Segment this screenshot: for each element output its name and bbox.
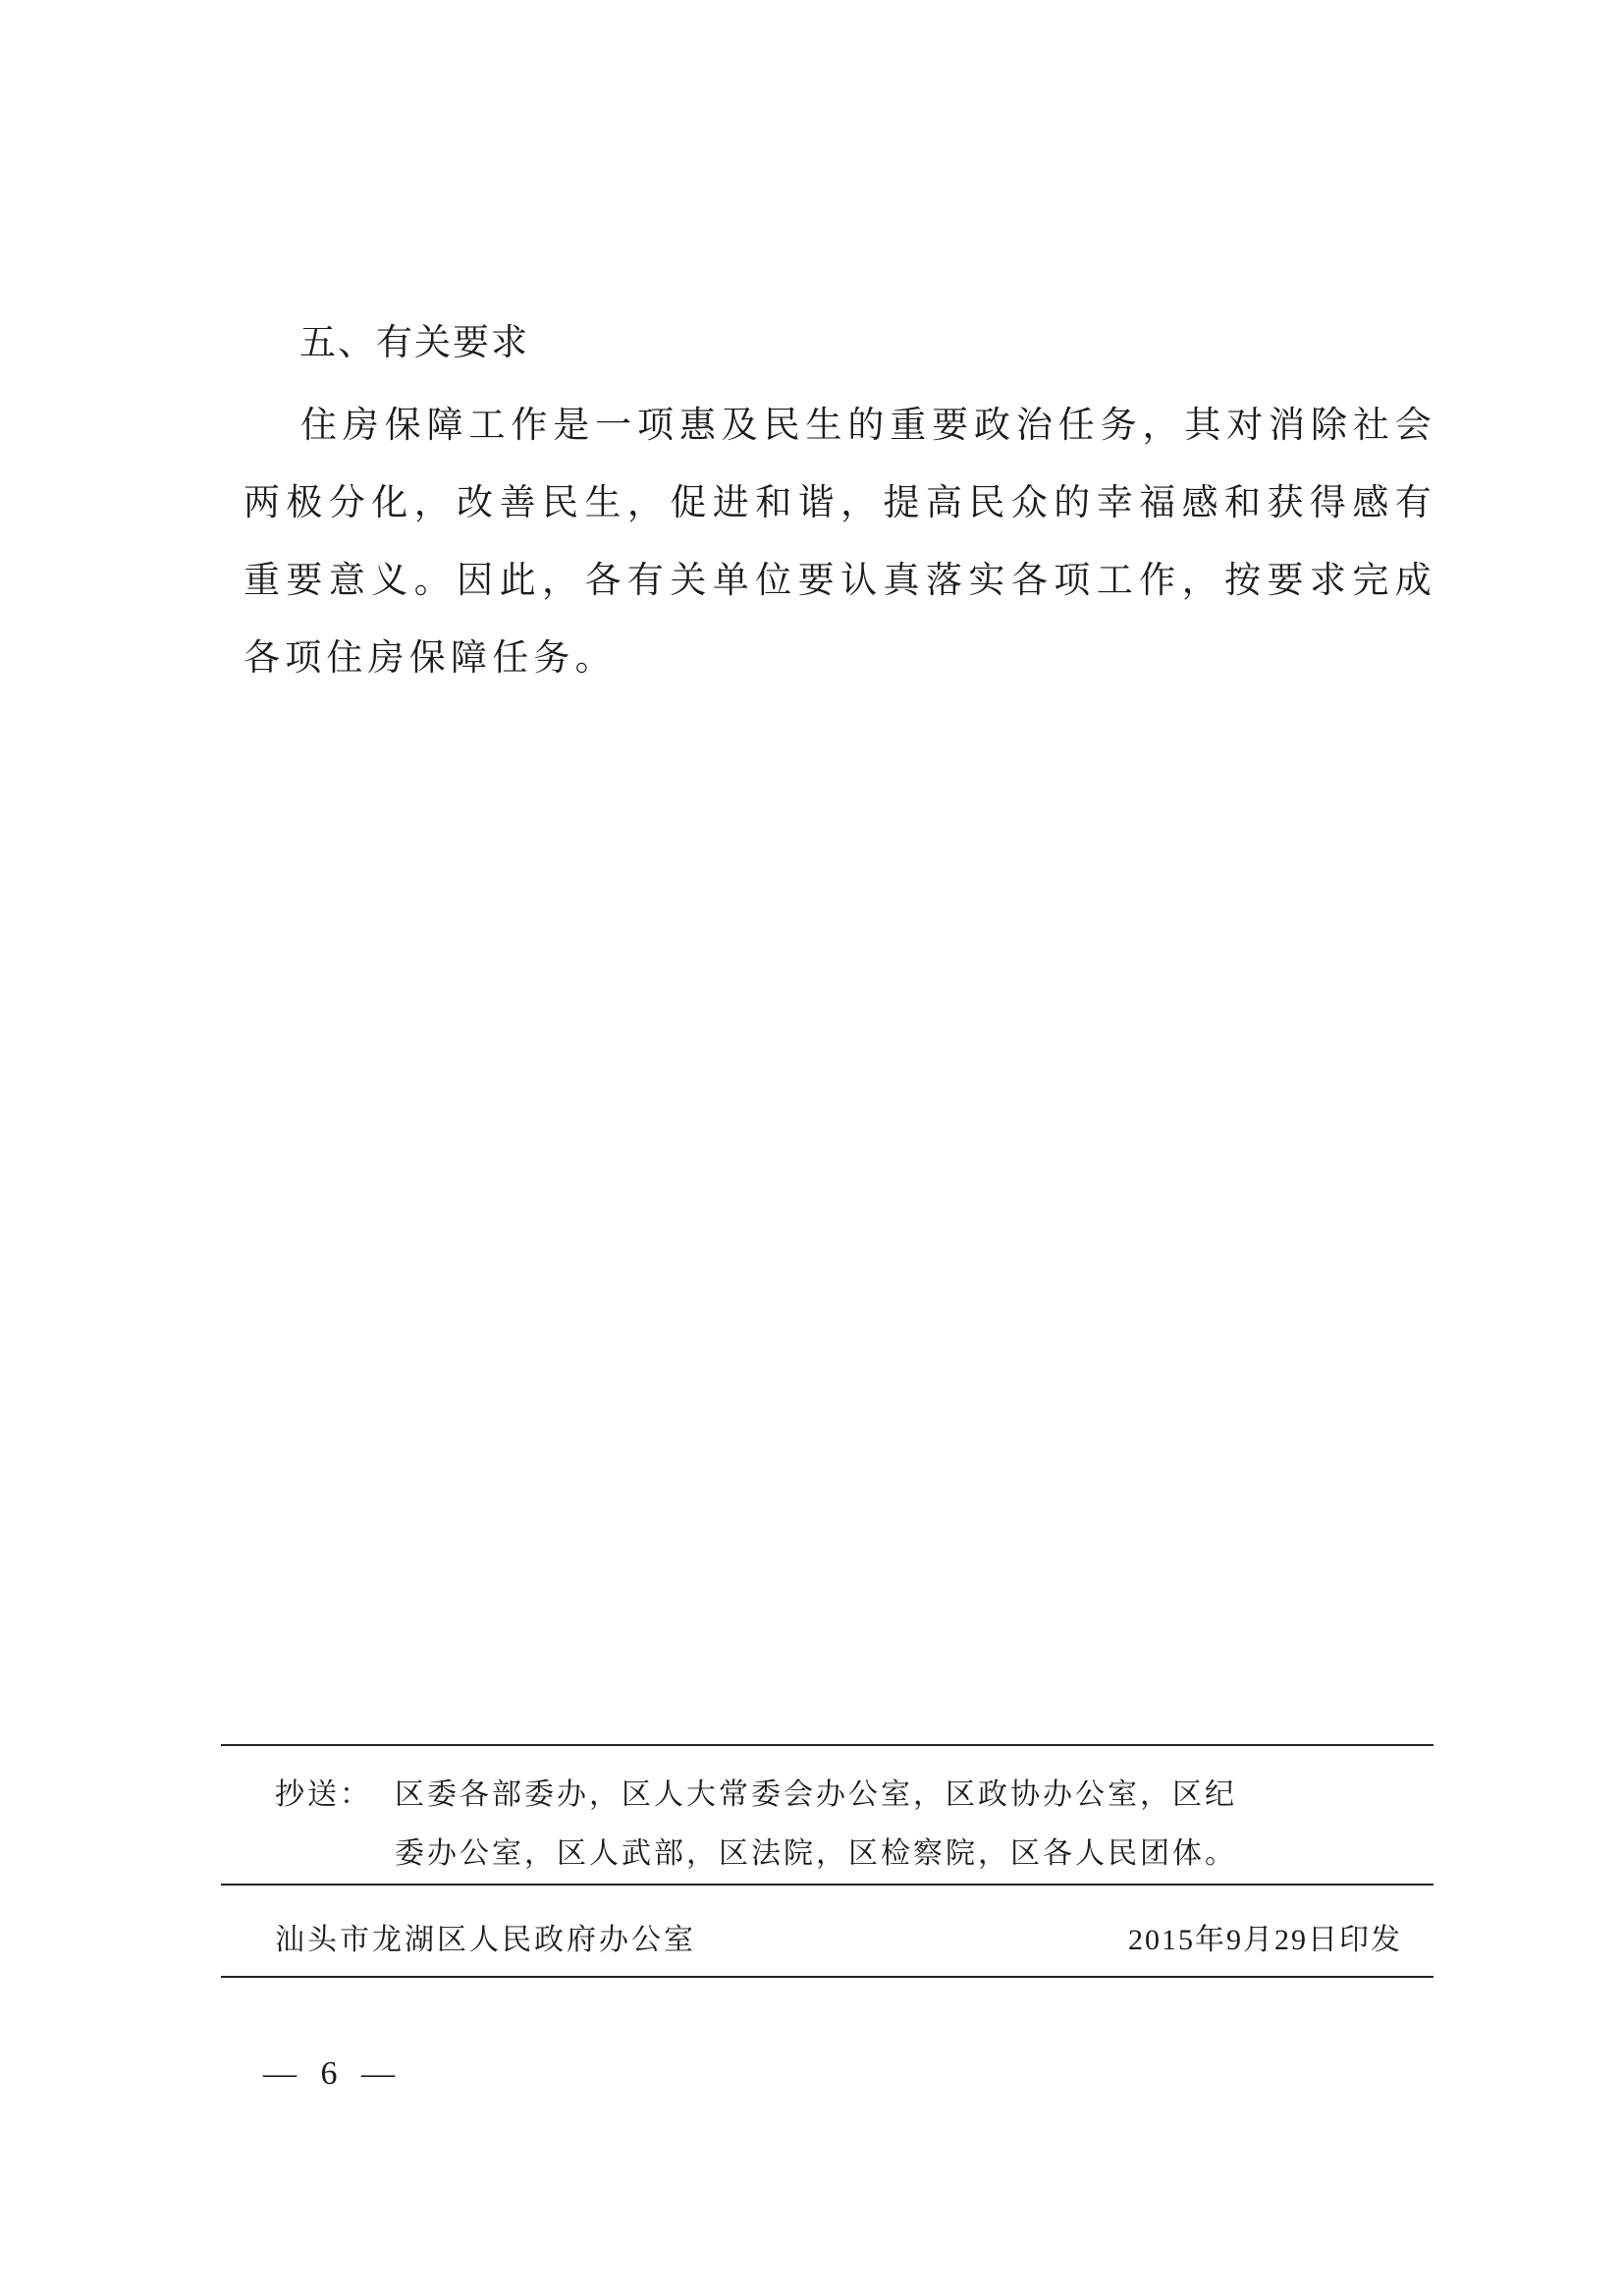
- issuer: 汕头市龙湖区人民政府办公室: [275, 1923, 696, 1957]
- divider-middle: [221, 1884, 1434, 1886]
- section-paragraph: 住房保障工作是一项惠及民生的重要政治任务，其对消除社会两极分化，改善民生，促进和谐，提高民众的幸福感和获得感有重要意义。因此，各有关单位要认真落实各项工作，按要求完成各项住房保障任务。: [243, 404, 1436, 679]
- cc-block: [275, 1766, 1414, 1884]
- page-number: — 6 —: [263, 2055, 403, 2092]
- cc-label: 抄送：: [275, 1777, 372, 1812]
- cc-recipients-2: 委办公室，区人武部，区法院，区检察院，区各人民团体。: [395, 1836, 1237, 1871]
- divider-bottom: [221, 1976, 1434, 1978]
- cc-line-1: [275, 1766, 1414, 1825]
- divider-top: [221, 1744, 1434, 1746]
- cc-recipients-1: 区委各部委办，区人大常委会办公室，区政协办公室，区纪: [395, 1777, 1237, 1812]
- issue-date: 2015年9月29日印发: [1128, 1924, 1402, 1956]
- section-heading: 五、有关要求: [299, 321, 529, 363]
